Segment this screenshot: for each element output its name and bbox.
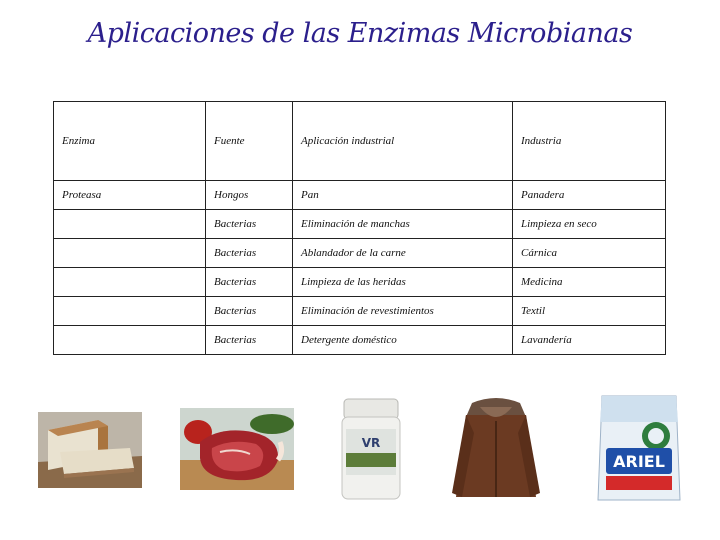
table-cell: Eliminación de revestimientos xyxy=(293,297,513,326)
table-cell: Ablandador de la carne xyxy=(293,239,513,268)
table-cell xyxy=(54,210,206,239)
detergent-brand: ARIEL xyxy=(613,452,665,471)
table-cell xyxy=(54,297,206,326)
table-cell: Bacterias xyxy=(206,297,293,326)
header-cell: Industria xyxy=(513,102,666,181)
table-cell: Bacterias xyxy=(206,239,293,268)
table-cell: Detergente doméstico xyxy=(293,326,513,355)
table-cell: Medicina xyxy=(513,268,666,297)
header-cell: Aplicación industrial xyxy=(293,102,513,181)
table-cell: Limpieza en seco xyxy=(513,210,666,239)
table-cell: Limpieza de las heridas xyxy=(293,268,513,297)
table-cell: Proteasa xyxy=(54,181,206,210)
table-cell: Textil xyxy=(513,297,666,326)
table-cell: Lavandería xyxy=(513,326,666,355)
header-cell: Fuente xyxy=(206,102,293,181)
table-row xyxy=(54,239,666,268)
table-cell: Panadera xyxy=(513,181,666,210)
table-row xyxy=(54,210,666,239)
table-row xyxy=(54,326,666,355)
table-header-row xyxy=(54,102,666,181)
table-row xyxy=(54,181,666,210)
detergent-package-image xyxy=(596,392,682,504)
table-cell: Cárnica xyxy=(513,239,666,268)
table-cell: Eliminación de manchas xyxy=(293,210,513,239)
table-cell xyxy=(54,268,206,297)
jar-logo: VR xyxy=(361,436,381,450)
table-cell: Bacterias xyxy=(206,326,293,355)
table-cell: Bacterias xyxy=(206,210,293,239)
header-cell: Enzima xyxy=(54,102,206,181)
table-cell xyxy=(54,326,206,355)
meat-image xyxy=(180,408,294,490)
table-cell: Hongos xyxy=(206,181,293,210)
table-cell: Bacterias xyxy=(206,268,293,297)
enzyme-table xyxy=(53,101,666,355)
bread-image xyxy=(38,412,142,488)
table-cell xyxy=(54,239,206,268)
leather-jacket-image xyxy=(446,393,546,505)
supplement-jar-image xyxy=(338,395,404,503)
table-row xyxy=(54,268,666,297)
slide-title: Aplicaciones de las Enzimas Microbianas xyxy=(87,18,633,49)
table-cell: Pan xyxy=(293,181,513,210)
table-row xyxy=(54,297,666,326)
